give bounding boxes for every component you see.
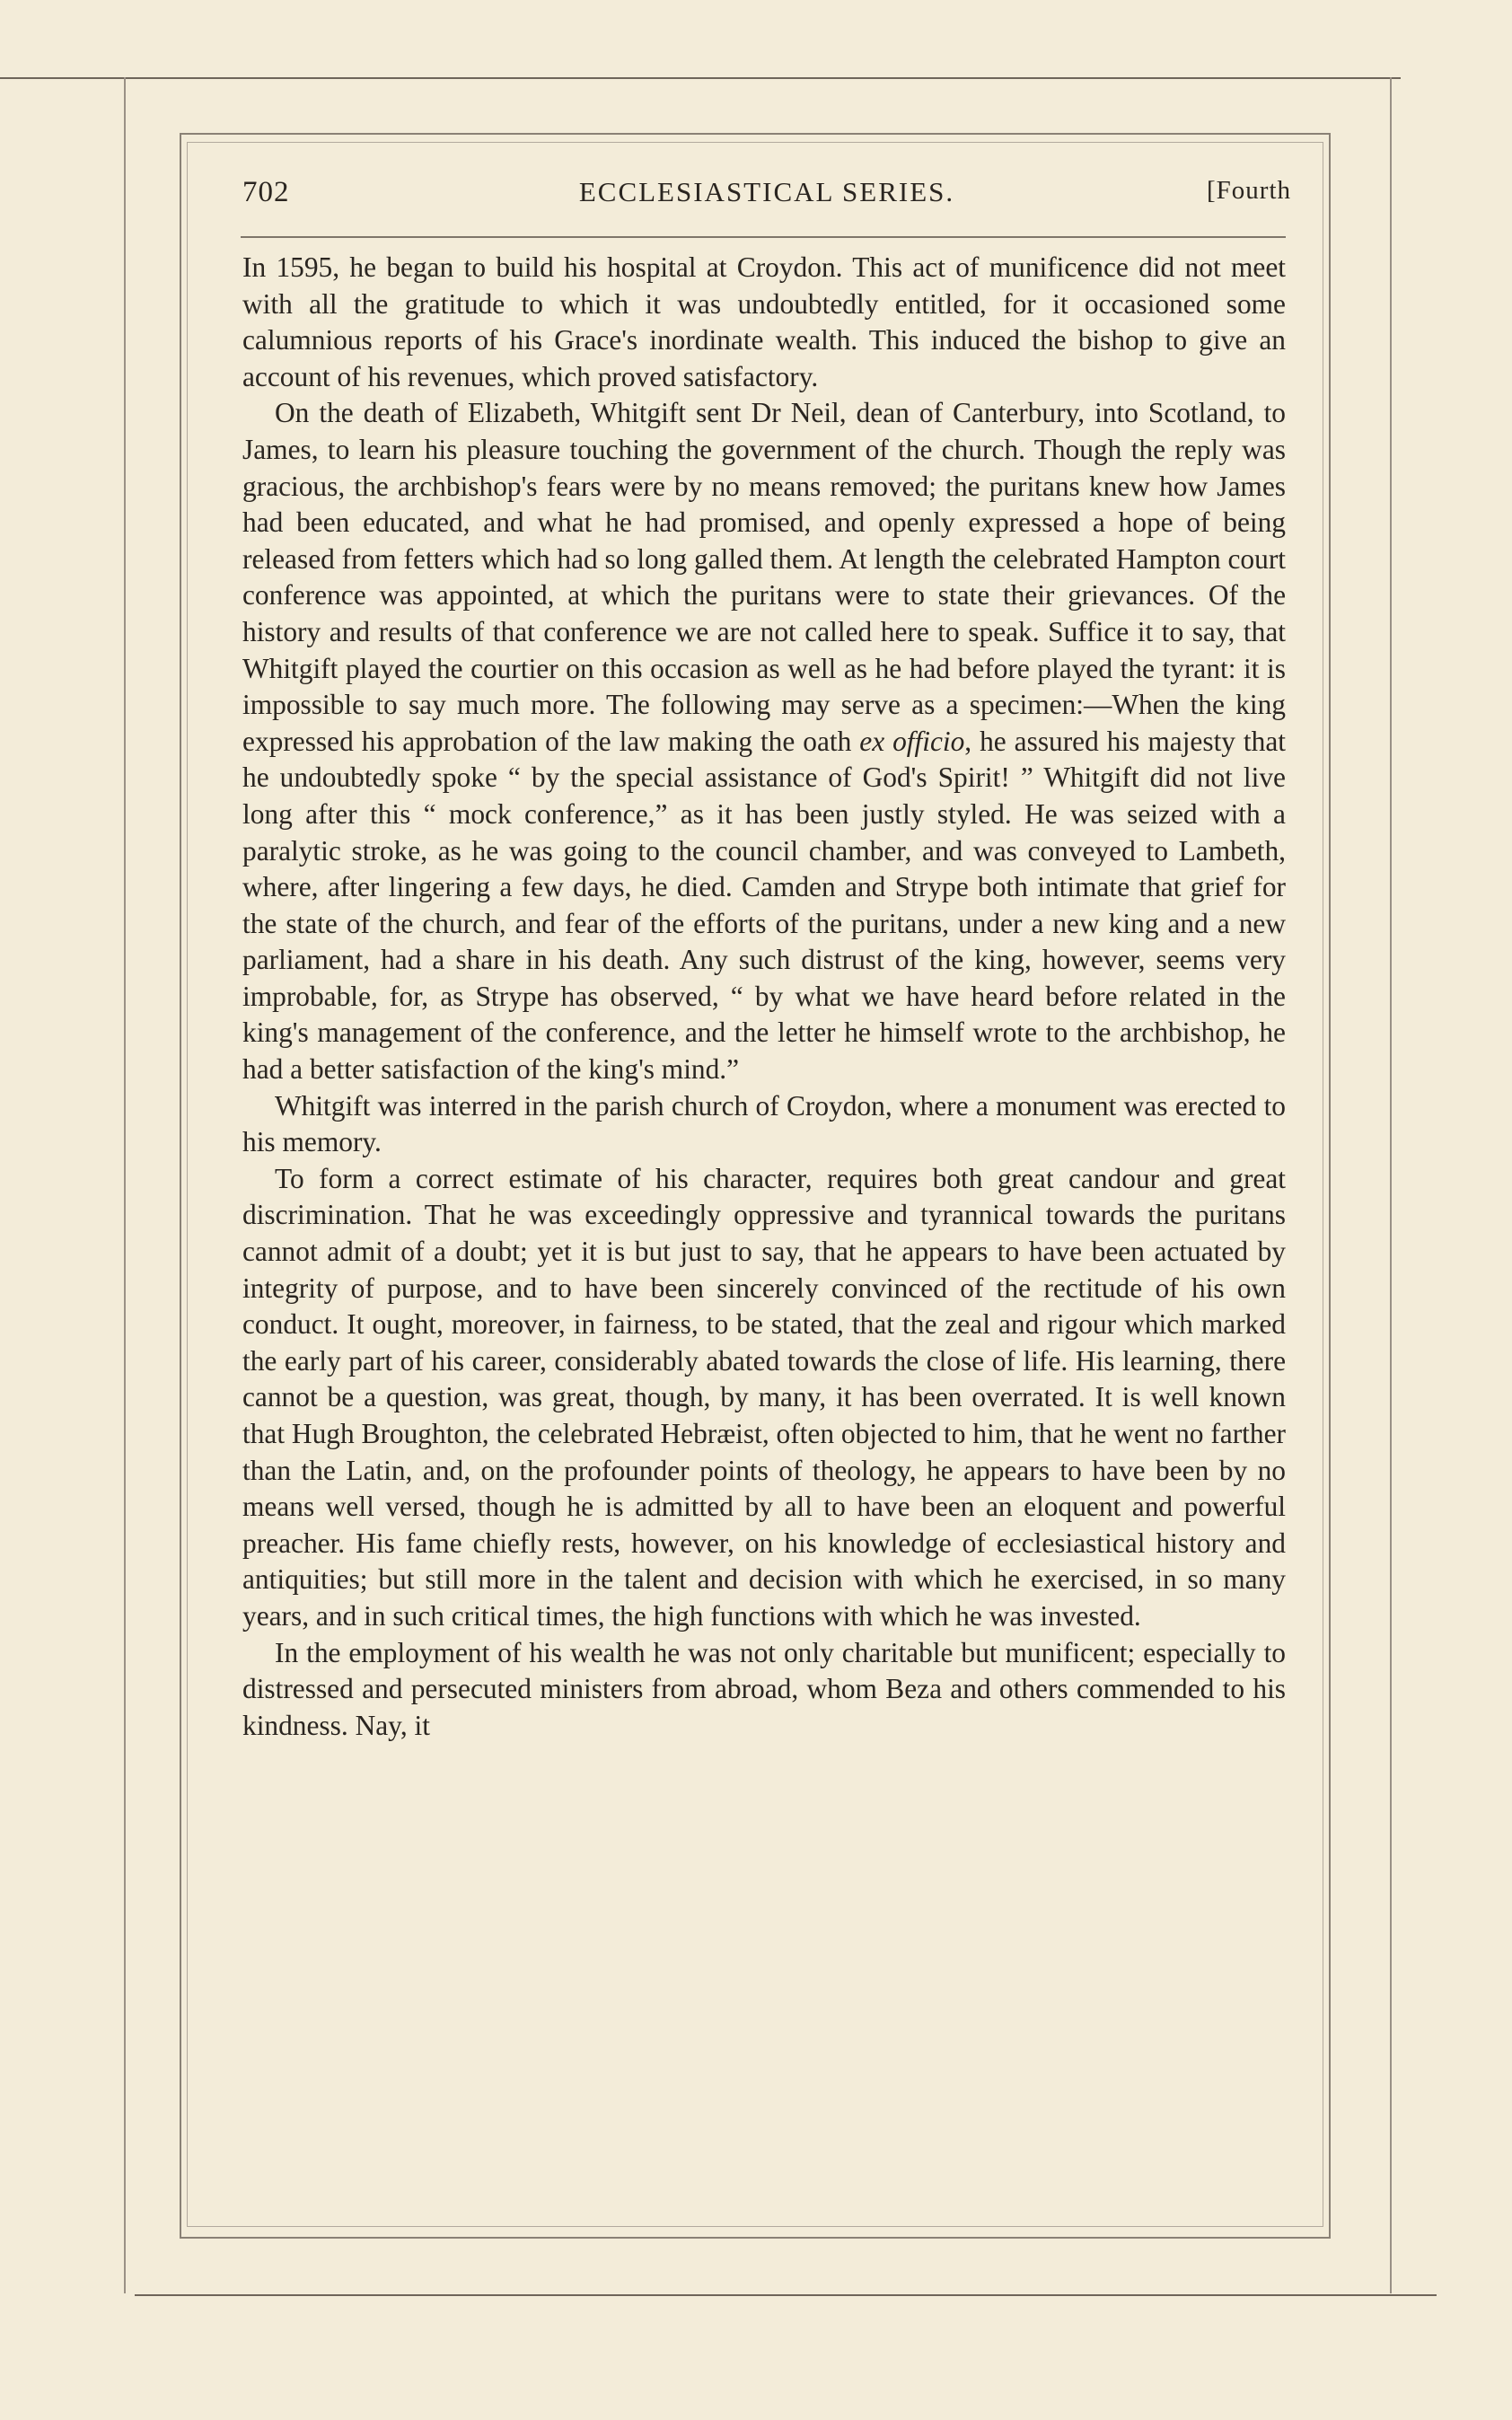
paragraph-text: , he assured his majesty that he undoubtedly spoke “ by the special assistance of God's Spirit! ” Whitgift did not live long after this “ mock conference,” as it has been justly styled. He was seized with a paralytic stroke, as he was going to the council chamber, and was conveyed to Lambeth, where, after lingering a few days, he died. Camden and Strype both intimate that grief for the state of the church, and fear of the efforts of the puritans, under a new king and a new parliament, had a share in his death. Any such distrust of the king, however, seems very improbable, for, as Strype has observed, “ by what we have heard before related in the king's management of the conference, and the letter he himself wrote to the archbishop, he had a better satisfaction of the king's mind.” (242, 725, 1287, 1086)
paragraph-text: On the death of Elizabeth, Whitgift sent Dr Neil, dean of Canterbury, into Scotland, to James, to learn his pleasure touching the government of the church. Though the reply was gracious, the archbishop's fears were by no means removed; the puritans knew how James had been educated, and what he had promised, and openly expressed a hope of being released from fetters which had so long galled them. At length the celebrated Hampton court conference was appointed, at which the puritans were to state their grievances. Of the history and results of that conference we are not called here to speak. Suffice it to say, that Whitgift played the courtier on this occasion as well as he had before played the tyrant: it is impossible to say much more. The following may serve as a specimen:—When the king expressed his approbation of the law making the oath (242, 397, 1286, 757)
paragraph-hampton-court (242, 395, 1286, 1087)
page-bottom-rule (135, 2294, 1437, 2296)
running-header (242, 176, 1291, 219)
header-rule (241, 236, 1286, 238)
italic-phrase: ex officio (859, 725, 965, 757)
paragraph-hospital: In 1595, he began to build his hospital at Croydon. This act of munificence did not meet with all the gratitude to which it was undoubtedly entitled, for it occasioned some calumnious reports of his Grace's inordinate wealth. This induced the bishop to give an account of his revenues, which proved satisfactory. (242, 251, 1286, 392)
paragraph-interment: Whitgift was interred in the parish church of Croydon, where a monument was erected to his memory. (242, 1089, 1286, 1158)
paragraph-wealth: In the employment of his wealth he was not only charitable but munificent; especially to distressed and persecuted ministers from abroad, whom Beza and others commended to his kindness. Nay, it (242, 1636, 1286, 1741)
section-label: [Fourth (1207, 176, 1291, 205)
paragraph-character: To form a correct estimate of his character, requires both great candour and great discrimination. That he was exceedingly oppressive and tyrannical towards the puritans cannot admit of a doubt; yet it is but just to say, that he appears to have been actuated by integrity of purpose, and to have been sincerely convinced of the rectitude of his own conduct. It ought, moreover, in fairness, to be stated, that the zeal and rigour which marked the early part of his career, considerably abated towards the close of life. His learning, there cannot be a question, was great, though, by many, it has been overrated. It is well known that Hugh Broughton, the celebrated Hebræist, often objected to him, that he went no farther than the Latin, and, on the profounder points of theology, he appears to have been by no means well versed, though he is admitted by all to have been an eloquent and powerful preacher. His fame chiefly rests, however, on his knowledge of ecclesiastical history and antiquities; but still more in the talent and decision with which he exercised, in so many years, and in such critical times, the high functions with which he was invested. (242, 1162, 1286, 1632)
page-number: 702 (242, 176, 290, 208)
body-text (242, 250, 1286, 1744)
running-title: ECCLESIASTICAL SERIES. (578, 176, 955, 207)
